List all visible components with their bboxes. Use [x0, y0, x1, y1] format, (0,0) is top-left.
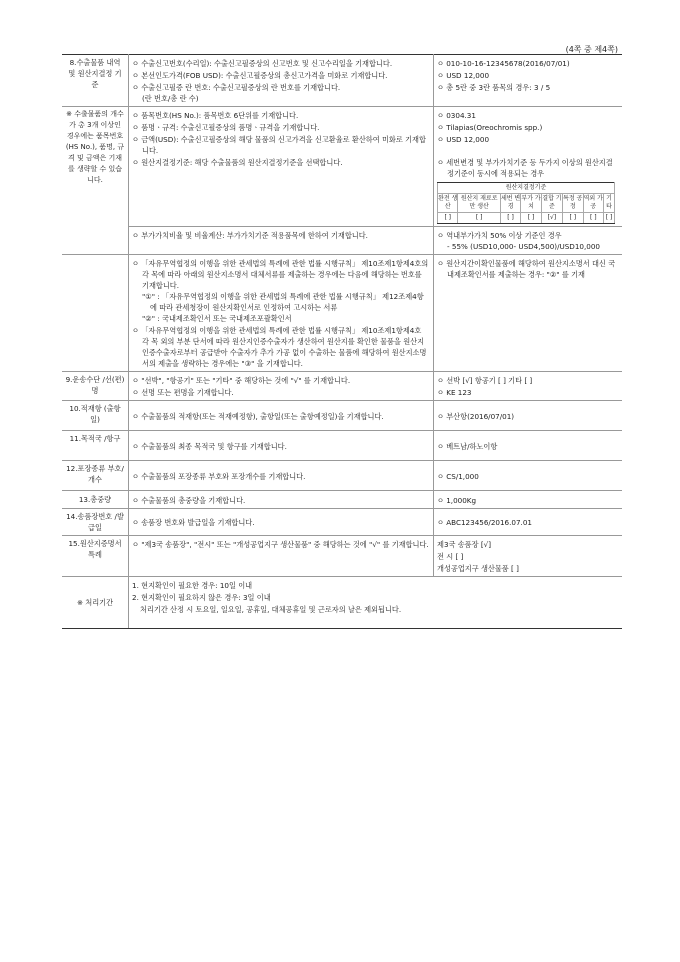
table-row — [62, 577, 622, 629]
criteria-header: 역외 가공 — [583, 194, 603, 213]
row-example — [434, 227, 623, 255]
example-item: ㅇ KE 123 — [437, 387, 619, 398]
desc-item: ㅇ 「자유무역협정의 이행을 위한 관세법의 특례에 관한 법률 시행규칙」 제10조제1항제4호 각 목 외의 부분 단서에 따라 원산지인증수출자가 생산하여 원산지를 확인한 물품을 원산지인증수출자로부터 공급받아 수출자가 추가 가공 없이 수출하는 물품에 해당하여 원산지소명서의 제출을 생략하는 경우에는 "③" 을 기재합니다. — [132, 325, 430, 369]
table-row — [62, 55, 622, 107]
criteria-header: 원산지 재료로만 생산 — [458, 194, 500, 213]
desc-item: 처리기간 산정 시 토요일, 일요일, 공휴일, 대체공휴일 및 근로자의 날은 제외됩니다. — [140, 605, 402, 614]
criteria-checkbox: [ ] — [500, 213, 520, 224]
criteria-table — [437, 182, 615, 224]
example-item: ㅇ ABC123456/2016.07.01 — [437, 517, 619, 528]
criteria-checkbox: [ ] — [458, 213, 500, 224]
row-example — [434, 509, 623, 536]
row-label: 11.목적국 /항구 — [62, 431, 129, 461]
criteria-checkbox: [ ] — [521, 213, 541, 224]
desc-item: ㅇ 부가가치비율 및 비율계산: 부가가치기준 적용품목에 한하여 기재합니다. — [132, 230, 430, 241]
row-label: ※ 수출물품의 개수가 총 3개 이상인 경우에는 품목번호(HS No.), 품명, 규격 및 금액은 기재를 생략할 수 있습니다. — [62, 107, 129, 255]
desc-item: 1. 현지확인이 필요한 경우: 10일 이내 — [132, 581, 253, 590]
criteria-title: 원산지결정기준 — [438, 183, 615, 194]
criteria-header: 세번 변경 — [500, 194, 520, 213]
row-example — [434, 55, 623, 107]
row-description — [129, 509, 434, 536]
table-row — [62, 536, 622, 577]
desc-item: ㅇ 수출물품의 총중량을 기재합니다. — [132, 495, 430, 506]
example-item: ㅇ 0304.31 — [437, 110, 619, 121]
instructions-table — [62, 54, 622, 629]
desc-item: ㅇ 금액(USD): 수출신고필증상의 해당 물품의 신고가격을 신고환율로 환산하여 미화로 기재합니다. — [132, 134, 430, 156]
criteria-checkbox: [ ] — [438, 213, 458, 224]
row-example — [434, 401, 623, 431]
desc-item: ㅇ 수출신고필증 란 번호: 수출신고필증상의 란 번호를 기재합니다. — [132, 82, 430, 93]
desc-item: ㅇ 원산지결정기준: 해당 수출물품의 원산지결정기준을 선택합니다. — [132, 157, 430, 168]
row-example — [434, 461, 623, 491]
table-row — [62, 227, 622, 255]
desc-subitem: "②" : 국내제조확인서 또는 국내제조포괄확인서 — [142, 314, 292, 323]
row-label: 8.수출물품 내역 및 원산지결정 기준 — [62, 55, 129, 107]
row-label: 9.운송수단 /선(편)명 — [62, 372, 129, 401]
table-row — [62, 431, 622, 461]
desc-item: ㅇ 품목번호(HS No.): 품목번호 6단위를 기재합니다. — [132, 110, 430, 121]
example-item: ㅇ 세번변경 및 부가가치기준 등 두가지 이상의 원산지결정기준이 동시에 적용되는 경우 — [437, 157, 619, 179]
criteria-checkbox: [ ] — [583, 213, 603, 224]
criteria-header: 특정 공정 — [563, 194, 583, 213]
table-row — [62, 255, 622, 372]
example-item: ㅇ CS/1,000 — [437, 471, 619, 482]
criteria-header: 결합 기준 — [541, 194, 562, 213]
desc-item: ㅇ 본선인도가격(FOB USD): 수출신고필증상의 총신고가격을 미화로 기재합니다. — [132, 70, 430, 81]
table-row — [62, 372, 622, 401]
row-label: 15.원산지증명서 특례 — [62, 536, 129, 577]
desc-item: ㅇ 선명 또는 편명을 기재합니다. — [132, 387, 430, 398]
row-description — [129, 536, 434, 577]
criteria-checkbox: [√] — [541, 213, 562, 224]
row-description — [129, 255, 434, 372]
row-example — [434, 491, 623, 509]
desc-item: ㅇ 송품장 번호와 발급일을 기재합니다. — [132, 517, 430, 528]
desc-item: ㅇ "선박", "항공기" 또는 "기타" 중 해당하는 것에 "√" 를 기재합니다. — [132, 375, 430, 386]
row-label — [62, 255, 129, 372]
criteria-header: 부가 가치 — [521, 194, 541, 213]
row-description — [129, 227, 434, 255]
example-item: ㅇ 부산항(2016/07/01) — [437, 411, 619, 422]
example-item: ㅇ 선박 [√] 항공기 [ ] 기타 [ ] — [437, 375, 619, 386]
example-item: 개성공업지구 생산물품 [ ] — [437, 564, 519, 573]
example-item: 전 시 [ ] — [437, 552, 464, 561]
row-label: 10.적재항 (출항일) — [62, 401, 129, 431]
row-label: 12.포장종류 부호/개수 — [62, 461, 129, 491]
desc-item: ㅇ 품명ㆍ규격: 수출신고필증상의 품명ㆍ규격을 기재합니다. — [132, 122, 430, 133]
example-item: ㅇ 총 5란 중 3란 품목의 경우: 3 / 5 — [437, 82, 619, 93]
row-description — [129, 431, 434, 461]
desc-item: ㅇ 「자유무역협정의 이행을 위한 관세법의 특례에 관한 법률 시행규칙」 제10조제1항제4호의 각 목에 따라 아래의 원산지소명서 대체서류를 제출하는 경우에는 다음에 해당하는 번호를 기재합니다. — [132, 258, 430, 291]
desc-item: 2. 현지확인이 필요하지 않은 경우: 3일 이내 — [132, 593, 271, 602]
example-item: ㅇ 베트남/하노이항 — [437, 441, 619, 452]
row-example — [434, 372, 623, 401]
criteria-checkbox: [ ] — [604, 213, 615, 224]
table-row — [62, 509, 622, 536]
example-item: ㅇ 원산지간이확인물품에 해당하여 원산지소명서 대신 국내제조확인서를 제출하는 경우: "②" 를 기재 — [437, 258, 619, 280]
criteria-checkbox: [ ] — [563, 213, 583, 224]
desc-item: ㅇ 수출물품의 최종 목적국 및 항구를 기재합니다. — [132, 441, 430, 452]
example-subitem: - 55% (USD10,000- USD4,500)/USD10,000 — [447, 242, 600, 251]
example-item: ㅇ 1,000Kg — [437, 495, 619, 506]
desc-item: ㅇ 수출물품의 포장종류 부호와 포장개수를 기재합니다. — [132, 471, 430, 482]
row-description — [129, 107, 434, 227]
row-description — [129, 401, 434, 431]
desc-item: ㅇ "제3국 송품장", "전시" 또는 "개성공업지구 생산물품" 중 해당하는 것에 "√" 를 기재합니다. — [132, 539, 430, 550]
row-example — [434, 431, 623, 461]
desc-subnote: (란 번호/총 란 수) — [142, 94, 199, 103]
row-example — [434, 255, 623, 372]
criteria-header: 기타 — [604, 194, 615, 213]
example-item: 제3국 송품장 [√] — [437, 540, 492, 549]
desc-subitem: "①" : 「자유무역협정의 이행을 위한 관세법의 특례에 관한 법률 시행규칙」 제12조제4항에 따라 관세청장이 원산지확인서로 인정하여 고시하는 서류 — [142, 292, 424, 312]
row-description — [129, 461, 434, 491]
desc-item: ㅇ 수출신고번호(수리일): 수출신고필증상의 신고번호 및 신고수리일을 기재합니다. — [132, 58, 430, 69]
row-description — [129, 55, 434, 107]
desc-item: ㅇ 수출물품의 적재항(또는 적재예정항), 출항일(또는 출항예정일)을 기재합니다. — [132, 411, 430, 422]
example-item: ㅇ USD 12,000 — [437, 70, 619, 81]
criteria-header: 완전 생산 — [438, 194, 458, 213]
row-label: 13.총중량 — [62, 491, 129, 509]
example-item: ㅇ 역내부가가치 50% 이상 기준인 경우 — [437, 230, 619, 241]
row-label: 14.송품장번호 /발급일 — [62, 509, 129, 536]
row-label: ※ 처리기간 — [62, 577, 129, 629]
page-number: (4쪽 중 제4쪽) — [565, 45, 618, 54]
row-description — [129, 577, 623, 629]
table-row — [62, 491, 622, 509]
row-example — [434, 107, 623, 227]
row-description — [129, 372, 434, 401]
row-example — [434, 536, 623, 577]
table-row — [62, 461, 622, 491]
row-description — [129, 491, 434, 509]
example-item: ㅇ Tilapias(Oreochromis spp.) — [437, 122, 619, 133]
table-row — [62, 401, 622, 431]
example-item: ㅇ USD 12,000 — [437, 134, 619, 145]
example-item: ㅇ 010-10-16-12345678(2016/07/01) — [437, 58, 619, 69]
table-row — [62, 107, 622, 227]
